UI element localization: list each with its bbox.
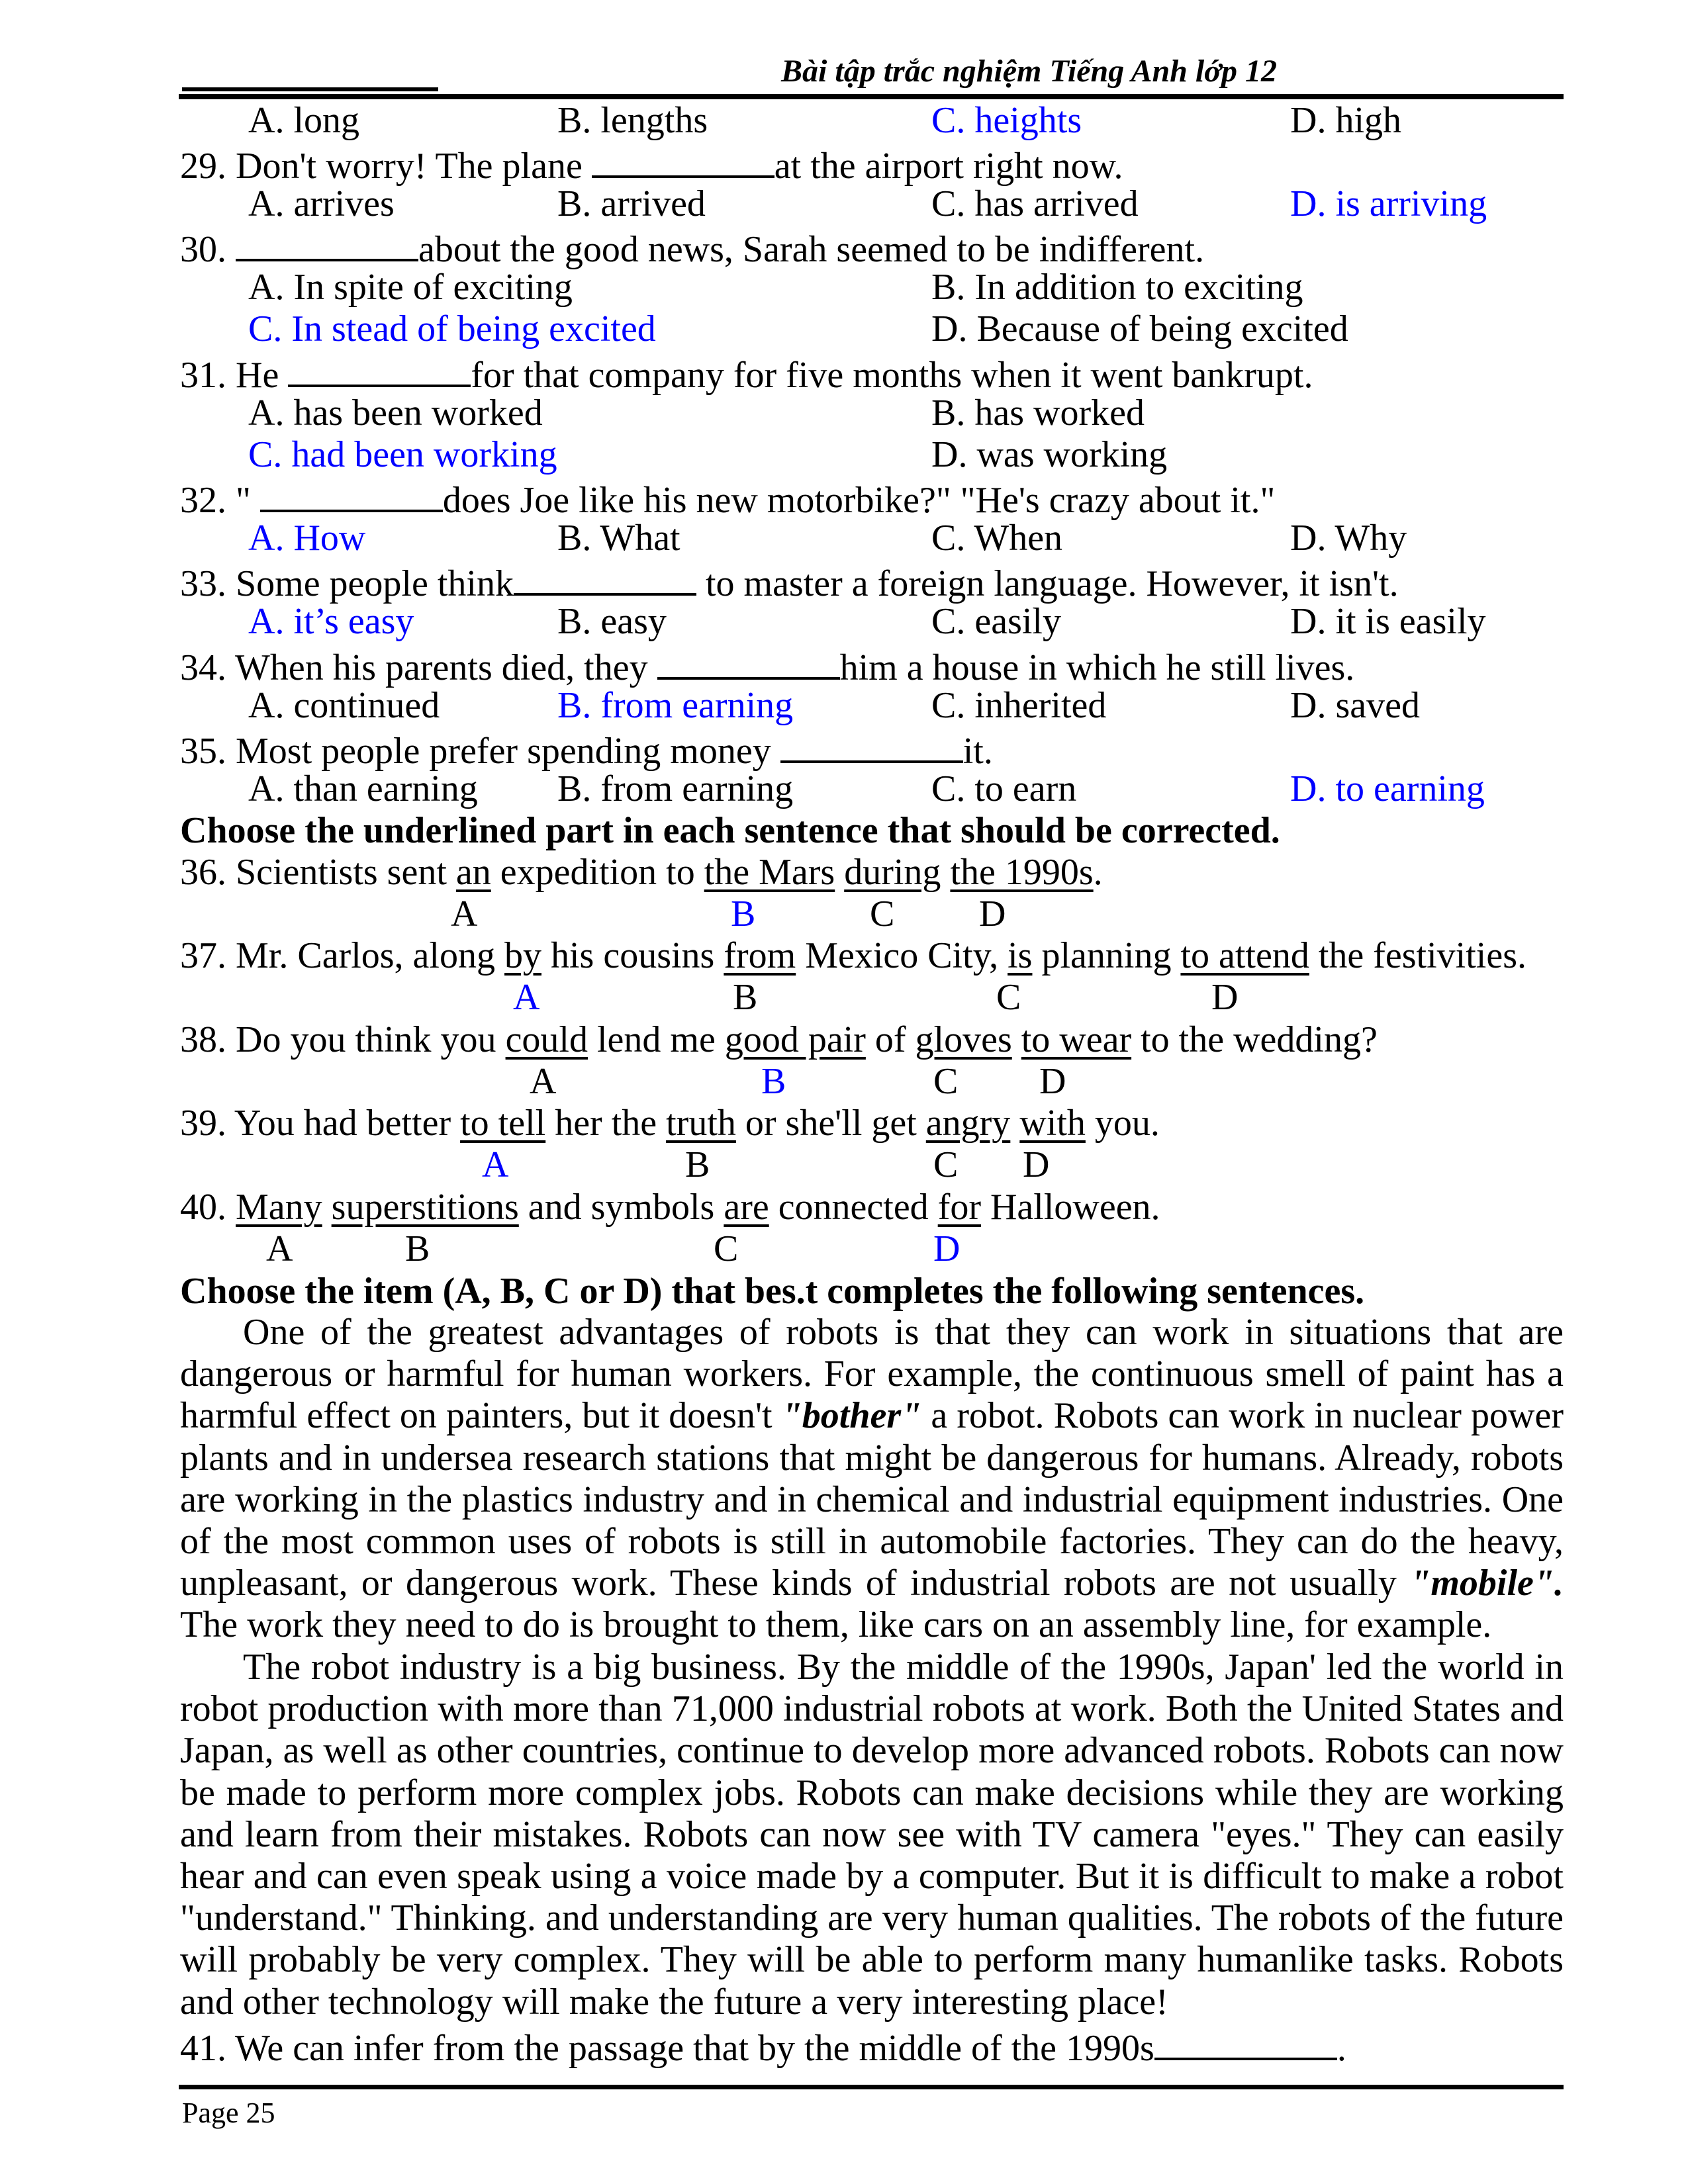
underlined-part: to tell <box>460 1103 546 1144</box>
q29-option-c: C. has arrived <box>931 183 1139 224</box>
q34-option-a: A. continued <box>248 685 440 726</box>
answer-blank <box>657 643 840 680</box>
question-text: him a house in which he still lives. <box>839 647 1355 688</box>
question-29 <box>180 141 1123 187</box>
q33-option-d: D. it is easily <box>1290 601 1486 642</box>
question-31 <box>180 350 1313 396</box>
question-text: it. <box>962 731 993 772</box>
q35-option-d-answer: D. to earning <box>1290 768 1485 809</box>
sentence-text: or she'll get <box>735 1103 926 1144</box>
choice-letter-d: D <box>1023 1144 1050 1186</box>
choice-letter-b: B <box>733 977 758 1019</box>
question-text: does Joe like his new motorbike?" "He's crazy about it." <box>442 480 1276 521</box>
choice-letter-a-answer: A <box>482 1144 509 1186</box>
question-text: 30. <box>180 229 236 270</box>
q28-option-a: A. long <box>248 100 359 141</box>
q34-option-c: C. inherited <box>931 685 1107 726</box>
choice-letter-a: A <box>451 893 478 934</box>
question-text: 34. When his parents died, they <box>180 647 657 688</box>
sentence-text: 40. <box>180 1186 236 1228</box>
choice-letter-c: C <box>714 1228 739 1269</box>
choice-letter-b: B <box>685 1144 710 1186</box>
sentence-text: the festivities. <box>1309 935 1526 977</box>
sentence-text: connected <box>769 1186 938 1228</box>
answer-blank <box>260 475 443 512</box>
question-text: 29. Don't worry! The plane <box>180 146 592 187</box>
underlined-part: to attend <box>1180 935 1309 977</box>
sentence-text: you. <box>1085 1103 1160 1144</box>
sentence-text: planning <box>1032 935 1181 977</box>
paragraph-text: a robot. Robots can work in nuclear power plants and in undersea research stations that might be dangerous for humans. Already, robots are working in the plastics industry and in chemical and industrial equipment industries. One of the most common uses of robots is still in automobile factories. They can do the heavy, unpleasant, or dangerous work. These kinds of industrial robots are not usually <box>180 1395 1564 1604</box>
underlined-part: good pair <box>724 1019 866 1060</box>
q31-option-d: D. was working <box>931 434 1168 475</box>
choice-letter-d: D <box>979 893 1006 934</box>
q33-option-c: C. easily <box>931 601 1061 642</box>
q33-option-b: B. easy <box>557 601 667 642</box>
underlined-part: Many <box>236 1186 322 1228</box>
emphasized-word: "mobile". <box>1410 1563 1564 1604</box>
choice-letter-c: C <box>870 893 895 934</box>
answer-blank <box>1154 2023 1337 2060</box>
sentence-text <box>835 852 844 893</box>
choice-letter-b: B <box>405 1228 430 1269</box>
footer-rule <box>179 2085 1564 2089</box>
question-text: 31. He <box>180 355 289 396</box>
q32-option-a-answer: A. How <box>248 518 366 559</box>
q31-option-b: B. has worked <box>931 392 1145 433</box>
q31-option-c-answer: C. had been working <box>248 434 557 475</box>
sentence-text: of <box>865 1019 915 1060</box>
choice-letter-a-answer: A <box>513 977 540 1019</box>
sentence-text: her the <box>545 1103 667 1144</box>
underlined-part: with <box>1019 1103 1086 1144</box>
q34-option-b-answer: B. from earning <box>557 685 794 726</box>
question-text: 32. " <box>180 480 260 521</box>
q31-option-a: A. has been worked <box>248 392 543 433</box>
sentence-text: Mexico City, <box>796 935 1008 977</box>
sentence-text: lend me <box>587 1019 725 1060</box>
section-instruction-error: Choose the underlined part in each sentence that should be corrected. <box>180 810 1280 851</box>
underlined-part: to wear <box>1021 1019 1132 1060</box>
question-text: at the airport right now. <box>774 146 1123 187</box>
sentence-text: 37. Mr. Carlos, along <box>180 935 504 977</box>
reading-paragraph-2 <box>180 1647 1564 2023</box>
q29-option-d-answer: D. is arriving <box>1290 183 1487 224</box>
header-rule <box>179 94 1564 99</box>
sentence-text: expedition to <box>491 852 704 893</box>
choice-letter-b-answer: B <box>761 1060 786 1102</box>
question-text: 41. We can infer from the passage that by the middle of the 1990s <box>180 2028 1154 2069</box>
choice-letter-d: D <box>1039 1060 1066 1102</box>
question-41 <box>180 2023 1346 2069</box>
answer-blank <box>592 141 774 178</box>
question-32 <box>180 475 1276 521</box>
q30-option-c-answer: C. In stead of being excited <box>248 308 656 349</box>
q29-option-b: B. arrived <box>557 183 706 224</box>
reading-paragraph-1 <box>180 1312 1564 1647</box>
answer-blank <box>514 559 696 596</box>
question-text: . <box>1336 2028 1346 2069</box>
error-sentence <box>180 934 1526 977</box>
paragraph-text: The robot industry is a big business. By the middle of the 1990s, Japan' led the world in robot production with more than 71,000 industrial robots at work. Both the United States and Japan, as well as other countries, continue to develop more advanced robots. Robots can now be made to perform more complex jobs. Robots can make decisions while they are working and learn from their mistakes. Robots can now see with TV camera "eyes." They can easily hear and can even speak using a voice made by a computer. But it is difficult to make a robot "understand." Thinking. and understanding are very human qualities. The robots of the future will probably be very complex. They will be able to perform many humanlike tasks. Robots and other technology will make the future a very interesting place! <box>180 1647 1564 2023</box>
underlined-part: angry <box>925 1103 1011 1144</box>
question-text: 33. Some people think <box>180 563 514 604</box>
q34-option-d: D. saved <box>1290 685 1420 726</box>
answer-blank <box>780 726 963 763</box>
choice-letter-d-answer: D <box>933 1228 961 1269</box>
emphasized-word: "bother" <box>781 1395 922 1437</box>
sentence-text: his cousins <box>541 935 724 977</box>
answer-blank <box>236 224 418 261</box>
sentence-text: 38. Do you think you <box>180 1019 506 1060</box>
question-34 <box>180 643 1355 688</box>
choice-letter-a: A <box>530 1060 557 1102</box>
question-35 <box>180 726 993 772</box>
choice-letter-a: A <box>266 1228 293 1269</box>
q28-option-c-answer: C. heights <box>931 100 1082 141</box>
q35-option-a: A. than earning <box>248 768 478 809</box>
sentence-text: Halloween. <box>980 1186 1160 1228</box>
underlined-part: truth <box>666 1103 736 1144</box>
sentence-text <box>1010 1103 1019 1144</box>
section-instruction-reading: Choose the item (A, B, C or D) that bes.t completes the following sentences. <box>180 1271 1365 1312</box>
choice-letter-c: C <box>996 977 1021 1019</box>
q32-option-c: C. When <box>931 518 1063 559</box>
q35-option-b: B. from earning <box>557 768 794 809</box>
error-sentence <box>180 1019 1378 1061</box>
q28-option-b: B. lengths <box>557 100 708 141</box>
underlined-part: by <box>504 935 541 977</box>
paragraph-text: One of the greatest advantages of robots is that they can work in situations that are dangerous or harmful for human workers. For example, the continuous smell of paint has a harmful effect on painters, but it doesn't <box>180 1312 1564 1437</box>
question-text: for that company for five months when it went bankrupt. <box>471 355 1313 396</box>
choice-letter-b-answer: B <box>731 893 756 934</box>
q35-option-c: C. to earn <box>931 768 1077 809</box>
sentence-text: 39. You had better <box>180 1103 461 1144</box>
choice-letter-c: C <box>933 1144 959 1186</box>
sentence-text <box>941 852 950 893</box>
q29-option-a: A. arrives <box>248 183 395 224</box>
sentence-text: and symbols <box>518 1186 724 1228</box>
underlined-part: the 1990s <box>950 852 1094 893</box>
header-short-rule <box>182 87 438 91</box>
header-title: Bài tập trắc nghiệm Tiếng Anh lớp 12 <box>781 54 1277 89</box>
question-30 <box>180 224 1205 270</box>
q30-option-b: B. In addition to exciting <box>931 267 1303 308</box>
question-text: about the good news, Sarah seemed to be indifferent. <box>418 229 1205 270</box>
q32-option-d: D. Why <box>1290 518 1407 559</box>
q32-option-b: B. What <box>557 518 680 559</box>
error-sentence <box>180 1102 1160 1144</box>
error-sentence <box>180 851 1103 893</box>
underlined-part: is <box>1008 935 1033 977</box>
underlined-part: during <box>844 852 941 893</box>
answer-blank <box>288 350 471 387</box>
underlined-part: an <box>455 852 491 893</box>
question-33 <box>180 559 1399 604</box>
underlined-part: for <box>937 1186 981 1228</box>
paragraph-text: The work they need to do is brought to them, like cars on an assembly line, for example. <box>180 1604 1492 1646</box>
underlined-part: gloves <box>915 1019 1012 1060</box>
q30-option-a: A. In spite of exciting <box>248 267 573 308</box>
q30-option-d: D. Because of being excited <box>931 308 1348 349</box>
choice-letter-c: C <box>933 1060 959 1102</box>
question-text: to master a foreign language. However, it isn't. <box>696 563 1399 604</box>
sentence-text: 36. Scientists sent <box>180 852 456 893</box>
choice-letter-d: D <box>1211 977 1239 1019</box>
error-sentence <box>180 1186 1160 1228</box>
sentence-text <box>322 1187 332 1228</box>
q28-option-d: D. high <box>1290 100 1401 141</box>
underlined-part: are <box>724 1186 769 1228</box>
sentence-text: to the wedding? <box>1131 1019 1378 1060</box>
page-number: Page 25 <box>182 2097 275 2129</box>
underlined-part: could <box>505 1019 588 1060</box>
q33-option-a-answer: A. it’s easy <box>248 601 414 642</box>
underlined-part: superstitions <box>331 1186 519 1228</box>
underlined-part: the Mars <box>704 852 835 893</box>
sentence-text: . <box>1093 852 1103 893</box>
sentence-text <box>1012 1019 1021 1060</box>
underlined-part: from <box>724 935 796 977</box>
question-text: 35. Most people prefer spending money <box>180 731 780 772</box>
